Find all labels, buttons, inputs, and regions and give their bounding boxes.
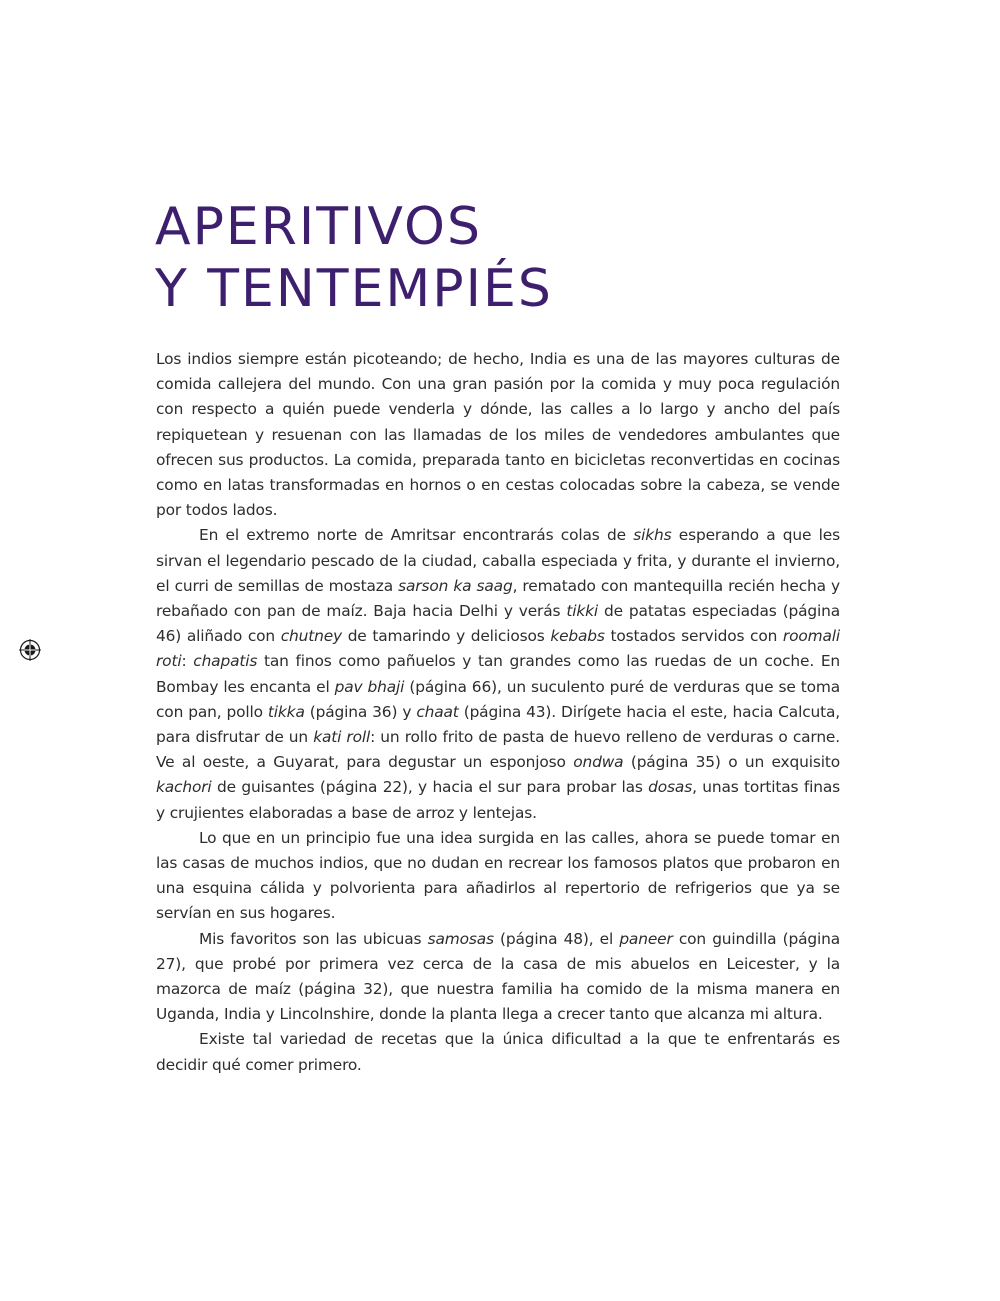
text-run: con guindilla (página 27), que probé por primera vez cerca de la casa de mis abuelos en Leicester, y la mazorca de maíz (página 32), que nuestra familia ha comido de la misma manera en Uganda, India y Lincolnshire, donde la planta llega a crecer tanto que alcanza mi altura. [156,929,840,1024]
text-run: En el extremo norte de Amritsar encontrarás colas de [199,526,634,545]
italic-term: ondwa [573,753,624,772]
italic-term: paneer [619,929,673,948]
italic-term: kebabs [550,627,605,646]
italic-term: chutney [280,627,342,646]
italic-term: sarson ka saag [398,576,513,595]
paragraph-home-cooking [156,826,840,927]
text-run: , rematado con mantequilla recién hecha y rebañado con pan de maíz. Baja hacia Delhi y verás [156,576,841,621]
italic-term: tikka [267,702,305,721]
text-run: (página 66), un suculento puré de verduras que se toma con pan, pollo [156,677,840,721]
text-run: tostados servidos con [604,627,783,646]
italic-term: kati roll [313,728,371,747]
page-title-line-2: Y TENTEMPIÉS [155,259,553,319]
text-run: , unas tortitas finas y crujientes elaboradas a base de arroz y lentejas. [156,778,840,822]
text-run: esperando a que les sirvan el legendario pescado de la ciudad, caballa especiada y frita, y durante el invierno, el curri de semillas de mostaza [156,526,840,595]
text-run: : un rollo frito de pasta de huevo relleno de verduras o carne. Ve al oeste, a Guyarat, para degustar un esponjoso [156,728,840,772]
paragraph-regions [156,523,840,825]
text-run: Lo que en un principio fue una idea surgida en las calles, ahora se puede tomar en las casas de muchos indios, que no dudan en recrear los famosos platos que probaron en una esquina cálida y polvorienta para añadirlos al repertorio de refrigerios que ya se servían en sus hogares. [156,828,840,923]
italic-term: chaat [416,702,459,721]
text-run: (página 43). Dirígete hacia el este, hacia Calcuta, para disfrutar de un [156,702,841,747]
text-run: (página 35) o un exquisito [623,753,841,772]
italic-term: pav bhaji [334,677,405,696]
italic-term: chapatis [193,652,258,671]
paragraph-favorites [156,927,840,1028]
italic-term: dosas [648,778,693,797]
italic-term: roomali roti [156,627,840,671]
page-title [155,196,553,320]
text-run: Los indios siempre están picoteando; de hecho, India es una de las mayores culturas de comida callejera del mundo. Con una gran pasión por la comida y muy poca regulación con respecto a quién puede venderla y dónde, las calles a lo largo y ancho del país repiquetean y resuenan con las llamadas de los miles de vendedores ambulantes que ofrecen sus productos. La comida, preparada tanto en bicicletas reconvertidas en cocinas como en latas transformadas en hornos o en cestas colocadas sobre la cabeza, se vende por todos lados. [156,350,840,520]
paragraph-intro [156,347,840,523]
italic-term: tikki [566,602,599,621]
text-run: de tamarindo y deliciosos [342,627,551,646]
text-run: : [181,652,194,671]
text-run: tan finos como pañuelos y tan grandes como las ruedas de un coche. En Bombay les encanta el [156,652,840,696]
text-run: (página 36) y [304,702,417,721]
text-run: Mis favoritos son las ubicuas [199,929,428,948]
italic-term: sikhs [633,526,672,545]
italic-term: samosas [427,929,494,948]
page-title-line-1: APERITIVOS [155,197,482,257]
body-text [156,347,840,1078]
text-run: Existe tal variedad de recetas que la única dificultad a la que te enfrentarás es decidir qué comer primero. [156,1030,840,1074]
crosshair-registration-icon [19,639,41,661]
text-run: de guisantes (página 22), y hacia el sur para probar las [211,778,649,797]
text-run: (página 48), el [493,929,620,948]
text-run: de patatas especiadas (página 46) aliñado con [156,602,840,646]
italic-term: kachori [156,778,212,797]
paragraph-closing [156,1027,840,1077]
